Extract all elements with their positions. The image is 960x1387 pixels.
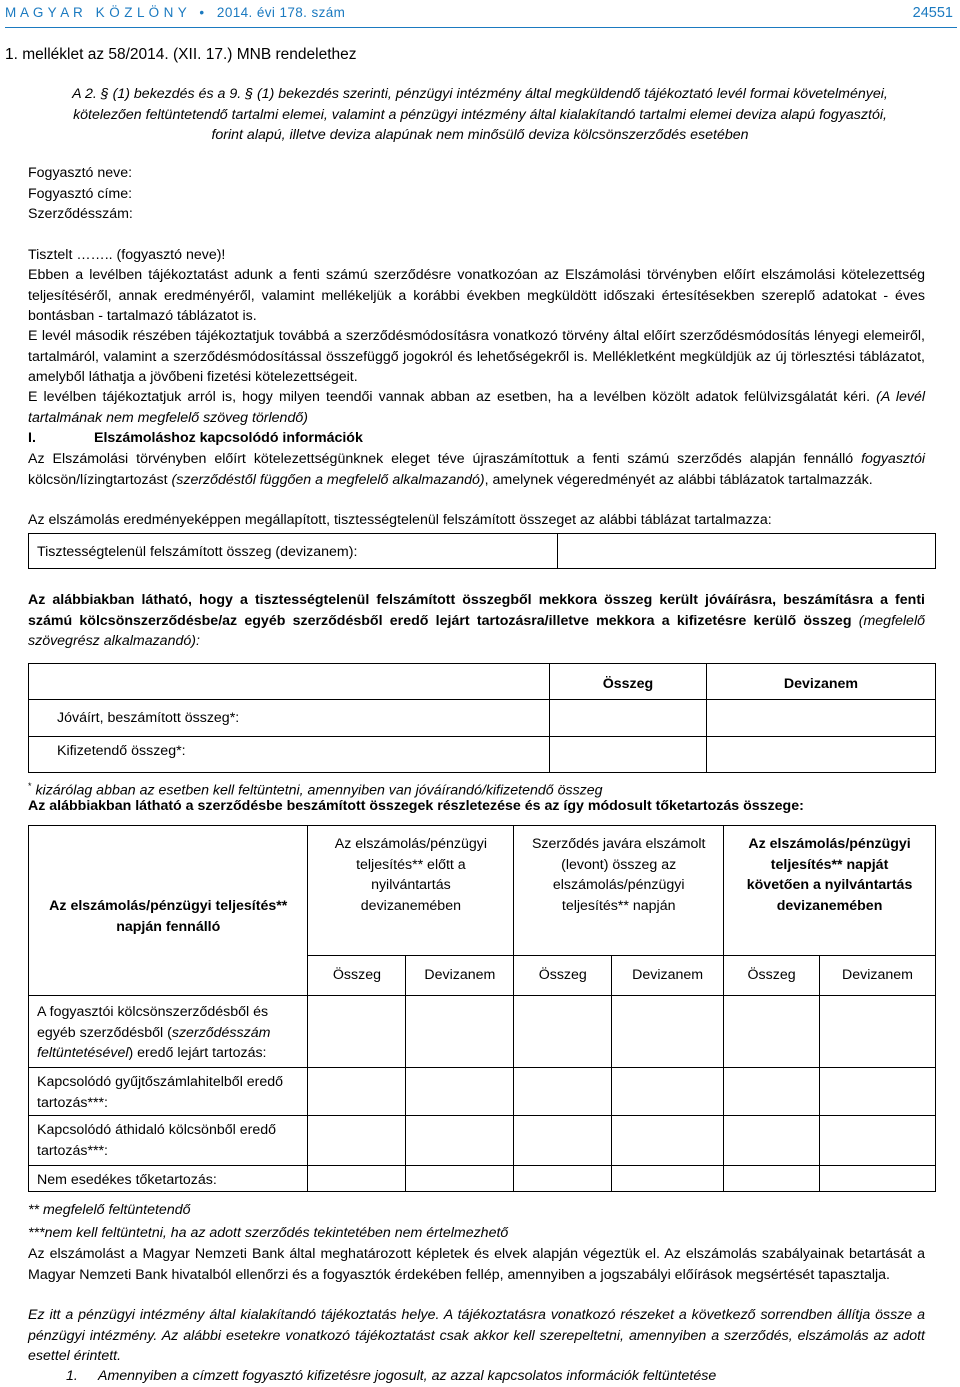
list-item-number: 1. bbox=[66, 1368, 78, 1384]
col-header-before: Az elszámolás/pénzügyi teljesítés** előtt a nyilvántartás devizanemében bbox=[308, 826, 514, 956]
table-cell[interactable] bbox=[612, 1116, 724, 1166]
table3-title: Az alábbiakban látható a szerződésbe beszámított összegek részletezése és az így módosult tőketartozás összege: bbox=[28, 798, 804, 814]
paragraph-table-intro: Az elszámolás eredményeképpen megállapított, tisztességtelenül felszámított összeget az alábbi táblázat tartalmazza: bbox=[28, 512, 772, 528]
row-non-due-capital-label: Nem esedékes tőketartozás: bbox=[29, 1166, 308, 1192]
table-cell[interactable] bbox=[514, 1116, 612, 1166]
table-cell[interactable] bbox=[612, 1068, 724, 1116]
table-cell[interactable] bbox=[612, 1166, 724, 1192]
footnote-double-star: ** megfelelő feltüntetendő bbox=[28, 1202, 191, 1218]
capital-debt-table bbox=[28, 825, 936, 1192]
payable-amount-cell[interactable] bbox=[550, 737, 707, 773]
contract-number-label: Szerződésszám: bbox=[28, 206, 133, 223]
greeting: Tisztelt …….. (fogyasztó neve)! bbox=[28, 247, 226, 263]
paragraph-institution-info: Ez itt a pénzügyi intézmény által kialakítandó tájékoztatás helye. A tájékoztatásra vonatkozó részeket a következő sorrendben állítja össze a pénzügyi intézmény. Az alábbi esetekre vonatkozó tájékoztatást csak akkor kell szerepeltetni, amennyiben a szerződés, elszámolás az adott esettel érintett. bbox=[28, 1307, 925, 1365]
row-overdue-text-2: szerződésszám feltüntetésével bbox=[37, 1024, 271, 1062]
table-cell[interactable] bbox=[724, 996, 820, 1068]
unfair-amount-value[interactable] bbox=[558, 534, 936, 569]
table-cell[interactable] bbox=[308, 1068, 406, 1116]
row-overdue-text-1: A fogyasztói kölcsönszerződésből és egyéb szerződésből ( bbox=[37, 1004, 269, 1041]
table-cell[interactable] bbox=[406, 1068, 514, 1116]
table-cell[interactable] bbox=[514, 996, 612, 1068]
section-heading bbox=[28, 428, 925, 449]
credited-amount-cell[interactable] bbox=[550, 700, 707, 737]
paragraph-credited-amounts bbox=[28, 590, 925, 652]
page-number: 24551 bbox=[912, 5, 953, 21]
col-header-after: Az elszámolás/pénzügyi teljesítés** napját követően a nyilvántartás devizanemében bbox=[724, 826, 936, 956]
journal-title: M A G Y A R K Ö Z L Ö N Y • 2014. évi 178. szám bbox=[5, 5, 346, 20]
footnote-star-text: kizárólag abban az esetben kell feltüntetni, amennyiben van jóváírandó/kifizetendő összeg bbox=[31, 782, 603, 799]
credited-amount-table bbox=[28, 663, 936, 773]
consumer-address-label: Fogyasztó címe: bbox=[28, 185, 133, 202]
table-cell[interactable] bbox=[820, 1116, 936, 1166]
table-cell[interactable] bbox=[724, 1116, 820, 1166]
recalc-text-4: (szerződéstől függően a megfelelő alkalmazandó) bbox=[171, 471, 485, 488]
recalc-text-1: Az Elszámolási törvényben előírt kötelezettségünknek eleget téve újraszámítottuk a fenti számú szerződés alapján fennálló bbox=[28, 451, 862, 467]
paragraph-review-text: E levélben tájékoztatjuk arról is, hogy milyen teendői vannak abban az esetben, ha a levélben közölt adatok felülvizsgálatát kéri. bbox=[28, 389, 877, 405]
sub-header-amount: Összeg bbox=[514, 956, 612, 996]
table-cell[interactable] bbox=[308, 1116, 406, 1166]
paragraph-recalculation bbox=[28, 449, 925, 490]
recalc-text-2: fogyasztói bbox=[861, 451, 925, 467]
col-header-deducted: Szerződés javára elszámolt (levont) összeg az elszámolás/pénzügyi teljesítés** napján bbox=[514, 826, 724, 956]
intro-line: forint alapú, illetve deviza alapúnak nem minősülő deviza kölcsönszerződés esetében bbox=[211, 127, 749, 143]
intro-line: A 2. § (1) bekezdés és a 9. § (1) bekezdés szerinti, pénzügyi intézmény által megküldendő tájékoztató levél formai követelményei, bbox=[72, 86, 888, 102]
credited-header-amount: Összeg bbox=[550, 664, 707, 700]
paragraph-intro: Ebben a levélben tájékoztatást adunk a fenti számú szerződésre vonatkozóan az Elszámolási törvényben előírt elszámolási kötelezettség teljesítéséről, annak eredményéről, valamint mellékeljük a korábbi években megküldött időszaki értesítésekben szereplő adatokat - éves bontásban - tartalmazó táblázatot is. bbox=[28, 267, 925, 325]
credited-header-currency: Devizanem bbox=[706, 664, 935, 700]
table-cell[interactable] bbox=[406, 1166, 514, 1192]
row-bridging-loan-label: Kapcsolódó áthidaló kölcsönből eredő tartozás***: bbox=[29, 1116, 308, 1166]
footnote-star-mark: * bbox=[28, 781, 32, 791]
paragraph-review-note: (A levél tartalmának nem megfelelő szöveg törlendő) bbox=[28, 389, 926, 426]
section-title: Elszámoláshoz kapcsolódó információk bbox=[94, 430, 363, 446]
page-header bbox=[5, 3, 955, 21]
sub-header-currency: Devizanem bbox=[612, 956, 724, 996]
table-cell[interactable] bbox=[514, 1166, 612, 1192]
table-cell[interactable] bbox=[724, 1068, 820, 1116]
payable-row-label: Kifizetendő összeg*: bbox=[29, 737, 550, 773]
sub-header-amount: Összeg bbox=[724, 956, 820, 996]
table-cell[interactable] bbox=[308, 996, 406, 1068]
payable-currency-cell[interactable] bbox=[706, 737, 935, 773]
col-header-existing: Az elszámolás/pénzügyi teljesítés** napján fennálló bbox=[29, 826, 308, 996]
credited-row-label: Jóváírt, beszámított összeg*: bbox=[29, 700, 550, 737]
sub-header-amount: Összeg bbox=[308, 956, 406, 996]
footnote-triple-star: ***nem kell feltüntetni, ha az adott szerződés tekintetében nem értelmezhető bbox=[28, 1225, 509, 1241]
table-cell[interactable] bbox=[406, 996, 514, 1068]
row-overdue-debt-label bbox=[29, 996, 308, 1068]
section-number: I. bbox=[28, 430, 36, 446]
unfair-amount-label: Tisztességtelenül felszámított összeg (devizanem): bbox=[29, 534, 558, 569]
credited-text-italic: (megfelelő szövegrész alkalmazandó): bbox=[28, 612, 925, 650]
sub-header-currency: Devizanem bbox=[820, 956, 936, 996]
consumer-name-label: Fogyasztó neve: bbox=[28, 165, 133, 181]
unfair-amount-table bbox=[28, 533, 936, 569]
row-collection-account-label: Kapcsolódó gyűjtőszámlahitelből eredő tartozás***: bbox=[29, 1068, 308, 1116]
paragraph-review bbox=[28, 387, 925, 428]
table-cell[interactable] bbox=[820, 1166, 936, 1192]
credited-currency-cell[interactable] bbox=[706, 700, 935, 737]
list-item bbox=[66, 1366, 717, 1387]
consumer-fields bbox=[28, 163, 133, 225]
table-cell[interactable] bbox=[820, 1068, 936, 1116]
header-divider bbox=[5, 27, 957, 28]
list-item-text: Amennyiben a címzett fogyasztó kifizetésre jogosult, az azzal kapcsolatos információk feltüntetése bbox=[98, 1368, 717, 1384]
row-overdue-text-3: ) eredő lejárt tartozás: bbox=[128, 1045, 267, 1062]
table-cell[interactable] bbox=[612, 996, 724, 1068]
paragraph-mnb-rules: Az elszámolást a Magyar Nemzeti Bank által meghatározott képletek és elvek alapján végeztük el. Az elszámolás szabályainak betartását a Magyar Nemzeti Bank hivatalból ellenőrzi és a fogyasztók érdekében fellép, amennyiben a jogszabályi előírások megsértését tapasztalja. bbox=[28, 1246, 925, 1283]
table-cell[interactable] bbox=[308, 1166, 406, 1192]
paragraph-contract-modification: E levél második részében tájékoztatjuk továbbá a szerződésmódosításra vonatkozó törvény által előírt szerződésmódosítás lényegi elemeiről, tartalmáról, valamint a szerződésmódosítással összefüggő jogokról és lehetőségekről is. Mellékletként megküldjük az új törlesztési táblázatot, amelyből láthatja a jövőbeni fizetési kötelezettségeit. bbox=[28, 328, 925, 386]
annex-title: 1. melléklet az 58/2014. (XII. 17.) MNB rendelethez bbox=[5, 46, 357, 63]
credited-text-bold: Az alábbiakban látható, hogy a tisztességtelenül felszámított összegből mekkora összeg került jóváírásra, beszámításra a fenti számú kölcsönszerződésbe/az egyéb szerződésből eredő lejárt tartozásra/illetve mekkora a kifizetésre kerülő összeg bbox=[28, 592, 925, 629]
recalc-text-5: , amelynek végeredményét az alábbi táblázatok tartalmazzák. bbox=[484, 471, 873, 488]
intro-line: kötelezően feltüntetendő tartalmi elemei, valamint a pénzügyi intézmény által kialakítandó tartalmi elemei deviza alapú fogyasztói, bbox=[73, 106, 887, 123]
table-cell[interactable] bbox=[820, 996, 936, 1068]
table-cell[interactable] bbox=[514, 1068, 612, 1116]
table-cell[interactable] bbox=[406, 1116, 514, 1166]
recalc-text-3: kölcsön/lízingtartozást bbox=[28, 471, 172, 488]
table-cell[interactable] bbox=[724, 1166, 820, 1192]
intro-heading bbox=[20, 84, 940, 146]
credited-table-blank-header bbox=[29, 664, 550, 700]
sub-header-currency: Devizanem bbox=[406, 956, 514, 996]
